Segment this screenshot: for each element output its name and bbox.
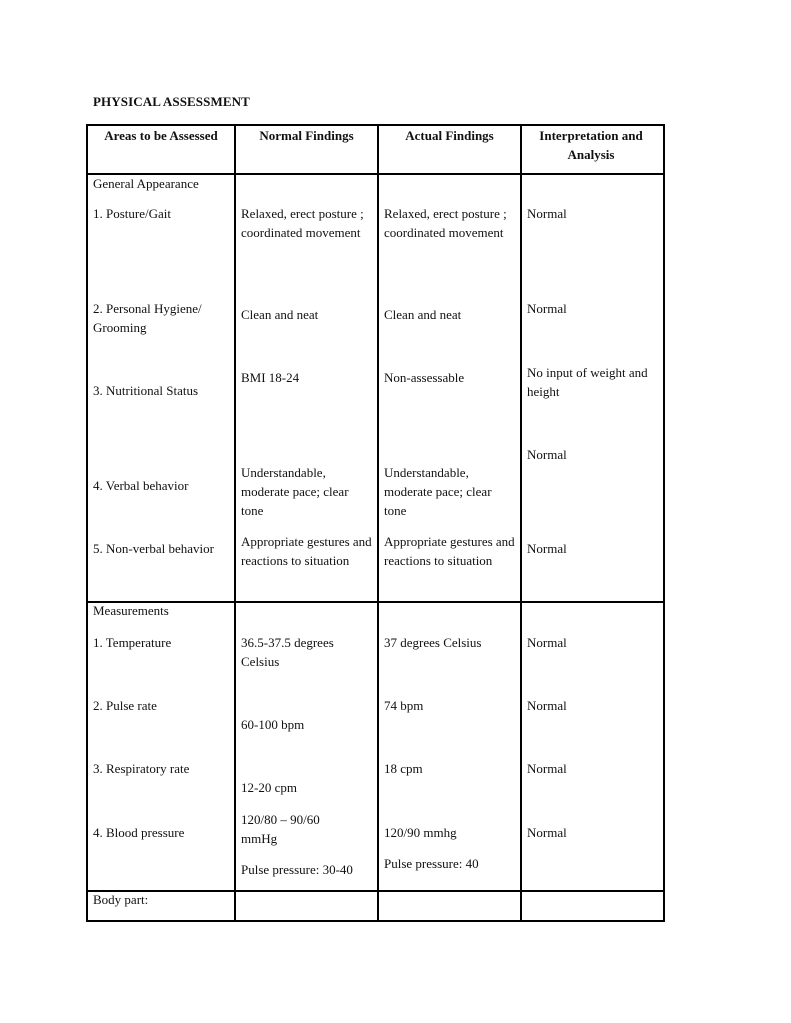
- actual-finding-cell: 37 degrees Celsius: [384, 635, 482, 650]
- column-divider: [234, 124, 236, 922]
- normal-finding-cell: 12-20 cpm: [241, 780, 297, 795]
- normal-finding-cell: Clean and neat: [241, 307, 319, 322]
- actual-finding-cell: 74 bpm: [384, 698, 424, 713]
- area-cell: 4. Verbal behavior: [93, 478, 189, 493]
- interpretation-cell: Normal: [527, 635, 567, 650]
- actual-finding-cell: 120/90 mmhg: [384, 825, 457, 840]
- area-cell: 1. Temperature: [93, 635, 172, 650]
- area-cell: 2. Personal Hygiene/ Grooming: [93, 301, 202, 335]
- column-divider: [520, 124, 522, 922]
- area-cell: 2. Pulse rate: [93, 698, 157, 713]
- header-normal-findings: Normal Findings: [259, 128, 354, 143]
- area-cell: 4. Blood pressure: [93, 825, 185, 840]
- section-measurements: Measurements: [93, 603, 169, 618]
- normal-finding-cell: 36.5-37.5 degrees Celsius: [241, 635, 334, 669]
- actual-finding-cell: Non-assessable: [384, 370, 465, 385]
- area-cell: 1. Posture/Gait: [93, 206, 171, 221]
- header-actual-findings: Actual Findings: [405, 128, 494, 143]
- interpretation-cell: Normal: [527, 301, 567, 316]
- normal-finding-cell: Understandable, moderate pace; clear tone: [241, 465, 349, 518]
- header-areas: Areas to be Assessed: [104, 128, 218, 143]
- normal-finding-cell: Relaxed, erect posture ; coordinated movement: [241, 206, 364, 240]
- pulse-pressure-actual: Pulse pressure: 40: [384, 856, 479, 871]
- area-cell: 3. Nutritional Status: [93, 383, 199, 398]
- interpretation-cell: Normal: [527, 206, 567, 221]
- actual-finding-cell: Clean and neat: [384, 307, 462, 322]
- normal-finding-cell: 120/80 – 90/60 mmHg: [241, 812, 320, 846]
- normal-finding-cell: 60-100 bpm: [241, 717, 305, 732]
- normal-finding-cell: Appropriate gestures and reactions to situation: [241, 534, 372, 568]
- normal-finding-cell: BMI 18-24: [241, 370, 300, 385]
- area-cell: 3. Respiratory rate: [93, 761, 190, 776]
- interpretation-cell: Normal: [527, 541, 567, 556]
- section-body-part: Body part:: [93, 892, 149, 907]
- interpretation-cell: No input of weight and height: [527, 365, 648, 399]
- pulse-pressure-normal: Pulse pressure: 30-40: [241, 862, 353, 877]
- section-general-appearance: General Appearance: [93, 176, 199, 191]
- interpretation-cell: Normal: [527, 447, 567, 462]
- actual-finding-cell: Understandable, moderate pace; clear tone: [384, 465, 492, 518]
- interpretation-cell: Normal: [527, 825, 567, 840]
- area-cell: 5. Non-verbal behavior: [93, 541, 214, 556]
- document-title: PHYSICAL ASSESSMENT: [93, 94, 250, 109]
- actual-finding-cell: Appropriate gestures and reactions to situation: [384, 534, 515, 568]
- interpretation-cell: Normal: [527, 698, 567, 713]
- column-divider: [377, 124, 379, 922]
- actual-finding-cell: 18 cpm: [384, 761, 423, 776]
- actual-finding-cell: Relaxed, erect posture ; coordinated movement: [384, 206, 507, 240]
- interpretation-cell: Normal: [527, 761, 567, 776]
- assessment-table: [86, 124, 665, 922]
- header-interpretation: Interpretation and Analysis: [539, 128, 643, 162]
